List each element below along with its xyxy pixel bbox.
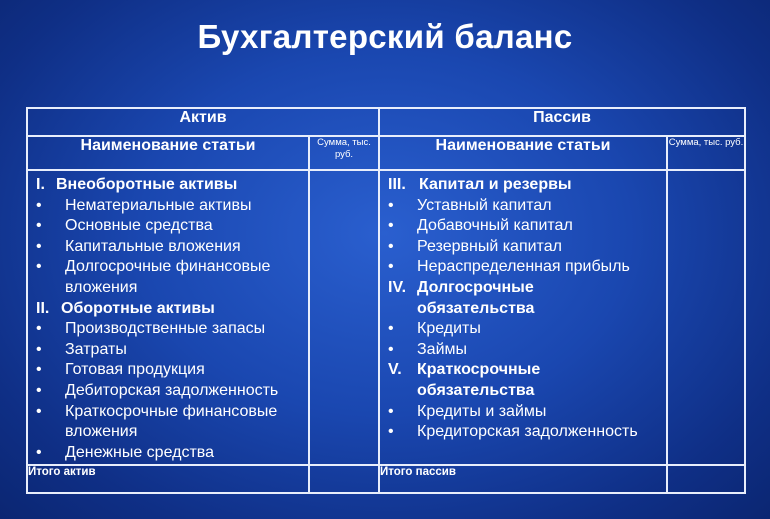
list-item: • Уставный капитал <box>380 196 666 217</box>
passiv-items-cell <box>379 170 667 465</box>
list-item: • Резервный капитал <box>380 237 666 258</box>
list-item: • Нематериальные активы <box>28 196 308 217</box>
list-item: • Денежные средства <box>28 443 308 464</box>
list-item: • Затраты <box>28 340 308 361</box>
list-item: • Кредиторская задолженность <box>380 422 666 443</box>
table-subheader-row <box>27 136 745 170</box>
bullet-icon: • <box>36 320 42 338</box>
list-item: • Займы <box>380 340 666 361</box>
bullet-icon: • <box>36 217 42 235</box>
bullet-icon: • <box>388 258 394 276</box>
passiv-header: Пассив <box>379 108 745 136</box>
bullet-icon: • <box>388 423 394 441</box>
section-heading: V. Краткосрочные обязательства <box>388 361 541 399</box>
bullet-icon: • <box>388 340 394 358</box>
section-heading: III. Капитал и резервы <box>388 176 572 193</box>
aktiv-header: Актив <box>27 108 379 136</box>
aktiv-sum-cell <box>309 170 379 465</box>
list-item: • Основные средства <box>28 216 308 237</box>
list-item: • Добавочный капитал <box>380 216 666 237</box>
bullet-icon: • <box>36 237 42 255</box>
section-heading: II. Оборотные активы <box>36 299 215 317</box>
table-total-row <box>27 465 745 493</box>
list-item: • Производственные запасы <box>28 319 308 340</box>
bullet-icon: • <box>388 217 394 235</box>
bullet-icon: • <box>388 402 394 420</box>
list-item: • Нераспределенная прибыль <box>380 257 666 278</box>
bullet-icon: • <box>36 402 42 420</box>
page-title: Бухгалтерский баланс <box>197 18 573 55</box>
list-item: • Долгосрочные финансовые вложения <box>36 258 271 296</box>
passiv-sum-cell <box>667 170 745 465</box>
balance-sheet-table <box>26 107 746 494</box>
passiv-col-name: Наименование статьи <box>379 136 667 170</box>
bullet-icon: • <box>36 258 42 276</box>
bullet-icon: • <box>36 443 42 461</box>
list-item: • Готовая продукция <box>28 360 308 381</box>
bullet-icon: • <box>36 381 42 399</box>
bullet-icon: • <box>36 361 42 379</box>
section-heading: I. Внеоборотные активы <box>36 176 238 193</box>
bullet-icon: • <box>36 340 42 358</box>
list-item: • Кредиты и займы <box>380 402 666 423</box>
bullet-icon: • <box>36 196 42 214</box>
section-heading: IV. Долгосрочные обязательства <box>388 278 535 317</box>
list-item: • Краткосрочные финансовые вложения <box>36 402 278 441</box>
list-item: • Кредиты <box>380 319 666 340</box>
list-item: • Дебиторская задолженность <box>28 381 308 402</box>
bullet-icon: • <box>388 237 394 255</box>
bullet-icon: • <box>388 320 394 338</box>
aktiv-col-sum: Сумма, тыс. руб. <box>309 136 379 170</box>
list-item: • Капитальные вложения <box>28 237 308 258</box>
table-body-row <box>27 170 745 465</box>
aktiv-total-label: Итого актив <box>27 465 309 493</box>
bullet-icon: • <box>388 196 394 214</box>
aktiv-col-name: Наименование статьи <box>27 136 309 170</box>
aktiv-total-sum <box>309 465 379 493</box>
aktiv-items-cell <box>27 170 309 465</box>
table-header-row <box>27 108 745 136</box>
passiv-total-label: Итого пассив <box>379 465 667 493</box>
passiv-col-sum: Сумма, тыс. руб. <box>667 136 745 170</box>
passiv-total-sum <box>667 465 745 493</box>
